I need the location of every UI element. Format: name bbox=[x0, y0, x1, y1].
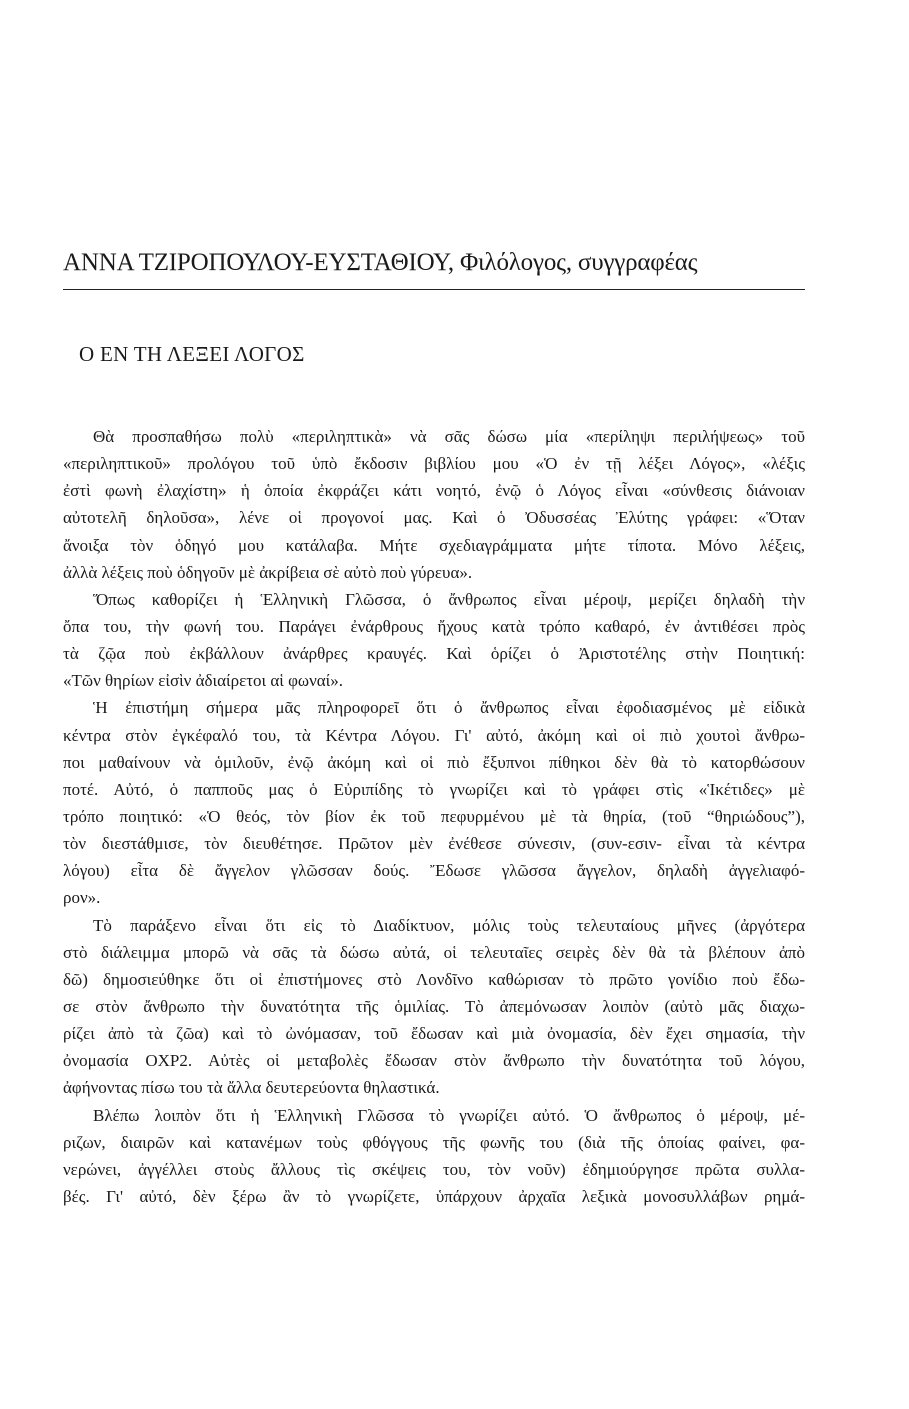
text-line: νερώνει, ἀγγέλλει στοὺς ἄλλους τὶς σκέψεις του, τὸν νοῦν) ἐδημιούργησε πρῶτα συλλα- bbox=[63, 1159, 805, 1179]
text-line: Ὅπως καθορίζει ἡ Ἑλληνικὴ Γλῶσσα, ὁ ἄνθρωπος εἶναι μέροψ, μερίζει δηλαδὴ τὴν bbox=[93, 589, 805, 609]
author-header: ΑΝΝΑ ΤΖΙΡΟΠΟΥΛΟΥ-ΕΥΣΤΑΘΙΟΥ, Φιλόλογος, συγγραφέας bbox=[63, 249, 698, 276]
text-line: τὰ ζῷα ποὺ ἐκβάλλουν ἀνάρθρες κραυγές. Καὶ ὁρίζει ὁ Ἀριστοτέλης στὴν Ποιητική: bbox=[63, 644, 805, 664]
text-line: «Τῶν θηρίων εἰσὶν ἀδιαίρετοι αἱ φωναί». bbox=[63, 671, 344, 691]
text-line: Τὸ παράξενο εἶναι ὅτι εἰς τὸ Διαδίκτυον, μόλις τοὺς τελευταίους μῆνες (ἀργότερα bbox=[93, 915, 805, 935]
text-line: ἐστὶ φωνὴ ἐλαχίστη» ἡ ὁποία ἐκφράζει κάτι νοητό, ἐνῷ ὁ Λόγος εἶναι «σύνθεσις διάνοιαν bbox=[63, 481, 805, 501]
text-line: τρόπο ποιητικό: «Ὁ θεός, τὸν βίον ἐκ τοῦ πεφυρμένου μὲ τὰ θηρία, (τοῦ “θηριώδους”), bbox=[63, 806, 805, 826]
text-line: σε στὸν ἄνθρωπο τὴν δυνατότητα τῆς ὁμιλίας. Τὸ ἀπεμόνωσαν λοιπὸν (αὐτὸ μᾶς διαχω- bbox=[63, 996, 805, 1016]
article-title: Ο ΕΝ ΤΗ ΛΕΞΕΙ ΛΟΓΟΣ bbox=[79, 342, 305, 366]
text-line: ἀλλὰ λέξεις ποὺ ὁδηγοῦν μὲ ἀκρίβεια σὲ αὐτὸ ποὺ γύρευα». bbox=[63, 562, 473, 582]
text-line: δῶ) δημοσιεύθηκε ὅτι οἱ ἐπιστήμονες στὸ Λονδῖνο καθώρισαν τὸ πρῶτο γονίδιο ποὺ ἔδω- bbox=[63, 969, 805, 989]
text-line: «περιληπτικοῦ» προλόγου τοῦ ὑπὸ ἔκδοσιν βιβλίου μου «Ὁ ἐν τῇ λέξει Λόγος», «λέξις bbox=[63, 454, 805, 474]
text-line: Θὰ προσπαθήσω πολὺ «περιληπτικὰ» νὰ σᾶς δώσω μία «περίληψι περιλήψεως» τοῦ bbox=[93, 427, 805, 446]
text-line: Βλέπω λοιπὸν ὅτι ἡ Ἑλληνικὴ Γλῶσσα τὸ γνωρίζει αὐτό. Ὁ ἄνθρωπος ὁ μέροψ, μέ- bbox=[93, 1105, 805, 1125]
text-line: ἀφήνοντας πίσω του τὰ ἄλλα δευτερεύοντα θηλαστικά. bbox=[63, 1078, 440, 1098]
text-line: στὸ διάλειμμα μπορῶ νὰ σᾶς τὰ δώσω αὐτά, οἱ τελευταῖες σειρὲς δὲν θὰ τὰ βλέπουν ἀπὸ bbox=[63, 942, 805, 962]
text-line: αὐτοτελῆ δηλοῦσα», λένε οἱ προγονοί μας. Καὶ ὁ Ὀδυσσέας Ἐλύτης γράφει: «Ὅταν bbox=[63, 508, 805, 528]
text-line: τὸν διεστάθμισε, τὸν διευθέτησε. Πρῶτον μὲν ἐνέθεσε σύνεσιν, (συν-εσιν- εἶναι τὰ κέντρα bbox=[63, 834, 805, 854]
text-line: λόγου) εἶτα δὲ ἄγγελον γλῶσσαν δούς. Ἔδωσε γλῶσσα ἄγγελον, δηλαδὴ ἀγγελιαφό- bbox=[63, 861, 805, 881]
text-line: ρίζει ἀπὸ τὰ ζῶα) καὶ τὸ ὠνόμασαν, τοῦ ἔδωσαν καὶ μιὰ ὀνομασία, δὲν ἔχει σημασία, τὴν bbox=[63, 1024, 805, 1044]
text-line: ποτέ. Αὐτό, ὁ παπποῦς μας ὁ Εὐριπίδης τὸ γνωρίζει καὶ τὸ γράφει στὶς «Ἱκέτιδες» μὲ bbox=[63, 779, 805, 799]
text-line: ρον». bbox=[63, 888, 101, 908]
text-line: ἄνοιξα τὸν ὁδηγό μου κατάλαβα. Μήτε σχεδιαγράμματα μήτε τίποτα. Μόνο λέξεις, bbox=[63, 535, 805, 555]
text-line: ποι μαθαίνουν νὰ ὁμιλοῦν, ἐνῷ ἀκόμη καὶ οἱ πιὸ ἔξυπνοι πίθηκοι δὲν θὰ τὸ κατορθώσουν bbox=[63, 752, 805, 772]
body-text bbox=[63, 423, 805, 1210]
text-line: Ἡ ἐπιστήμη σήμερα μᾶς πληροφορεῖ ὅτι ὁ ἄνθρωπος εἶναι ἐφοδιασμένος μὲ εἰδικὰ bbox=[93, 698, 805, 718]
text-line: ὀνομασία ΟΧΡ2. Αὐτὲς οἱ μεταβολὲς ἔδωσαν στὸν ἄνθρωπο τὴν δυνατότητα τοῦ λόγου, bbox=[63, 1051, 805, 1071]
text-line: ὄπα του, τὴν φωνή του. Παράγει ἐνάρθρους ἤχους κατὰ τρόπο καθαρό, ἐν ἀντιθέσει πρὸς bbox=[63, 616, 805, 636]
text-line: ριζων, διαιρῶν καὶ κατανέμων τοὺς φθόγγους τῆς φωνῆς του (διὰ τῆς ὁποίας φαίνει, φα- bbox=[63, 1132, 805, 1152]
text-line: κέντρα στὸν ἐγκέφαλό του, τὰ Κέντρα Λόγου. Γι' αὐτό, ἀκόμη καὶ οἱ πιὸ χουτοὶ ἄνθρω- bbox=[63, 725, 805, 745]
text-line: βές. Γι' αὐτό, δὲν ξέρω ἂν τὸ γνωρίζετε, ὑπάρχουν ἀρχαῖα λεξικὰ μονοσυλλάβων ρημά- bbox=[63, 1186, 805, 1206]
header-divider bbox=[63, 289, 805, 290]
